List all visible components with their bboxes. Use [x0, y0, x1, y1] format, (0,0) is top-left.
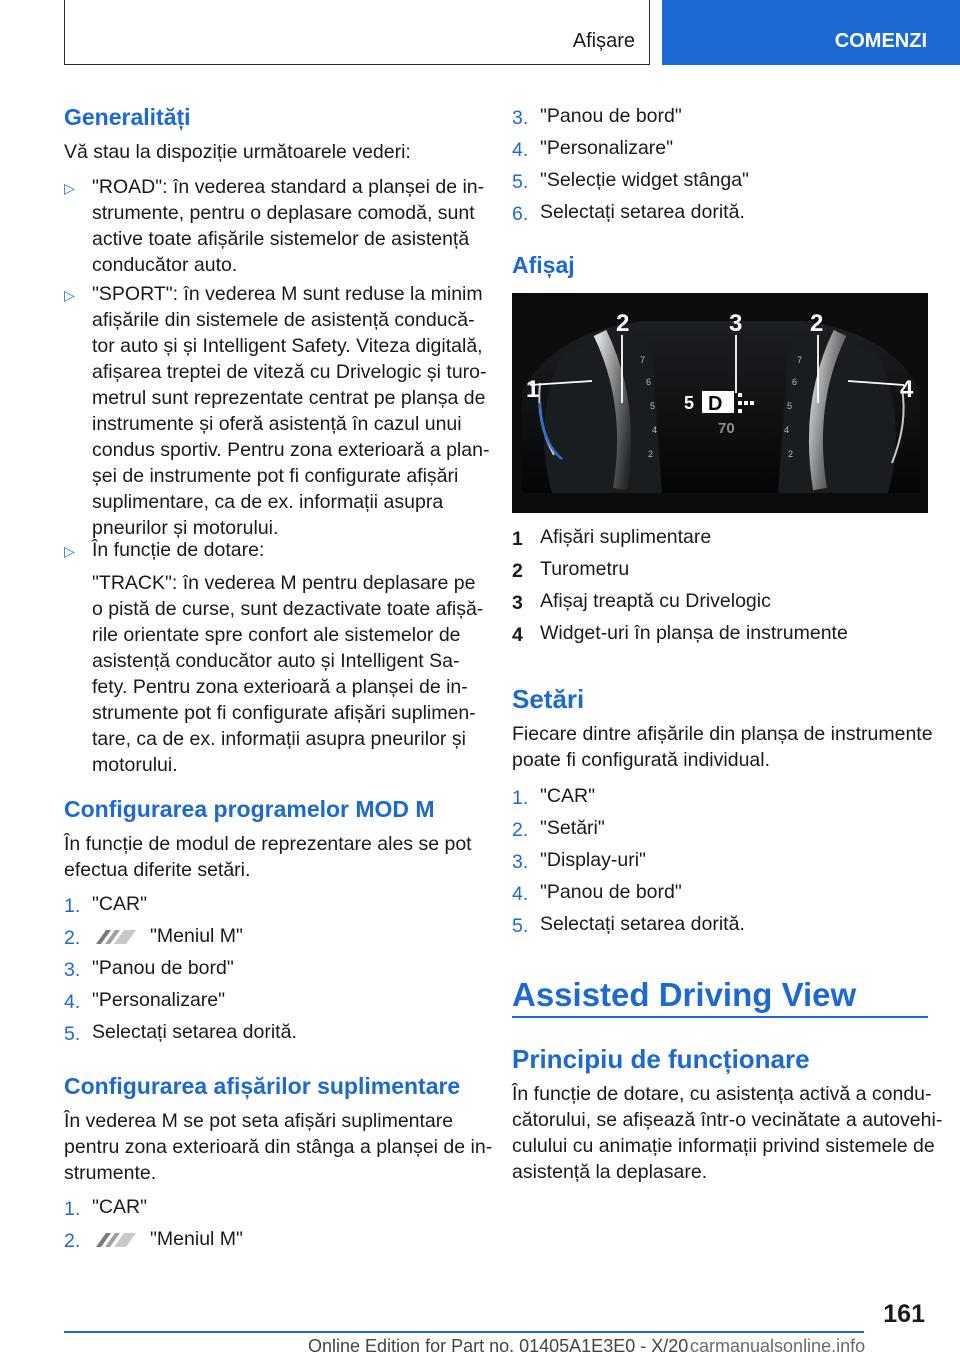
step-text: "Selecție widget stânga": [540, 169, 749, 191]
text-line: cătorului, se afișează într-o vecinătate a autovehi-: [512, 1109, 943, 1131]
bullet-arrow-icon: ▷: [64, 180, 75, 196]
step-number: 4.: [64, 991, 81, 1013]
step-text: [92, 921, 243, 952]
text-line: În funcție de modul de reprezentare ales se pot: [64, 833, 472, 855]
intro-text: Vă stau la dispoziție următoarele vederi:: [64, 141, 411, 163]
legend-number: 4: [512, 624, 523, 646]
heading-mod-m: Configurarea programelor MOD M: [64, 796, 435, 822]
text-line: pentru zona exterioară din stânga a planșei de in-: [64, 1136, 493, 1158]
legend-text: Afișări suplimentare: [540, 526, 712, 548]
step-text: "Personalizare": [92, 989, 226, 1011]
text-line: Fiecare dintre afișările din planșa de instrumente: [512, 723, 933, 745]
svg-text:2: 2: [648, 449, 654, 459]
svg-text:2: 2: [788, 449, 794, 459]
footer-rule: [64, 1331, 864, 1333]
step-text: "Panou de bord": [540, 881, 682, 903]
text-line: asistență la deplasare.: [512, 1161, 708, 1183]
step-text: "Display-uri": [540, 849, 646, 871]
text-line: "TRACK": în vederea M pentru deplasare pe: [92, 572, 476, 594]
step-number: 2.: [64, 1230, 81, 1252]
text-line: "ROAD": în vederea standard a planșei de in-: [92, 176, 485, 198]
m-logo-icon: [92, 928, 138, 946]
m-logo-icon: [92, 1231, 138, 1249]
bullet-dotare: În funcție de dotare:: [92, 539, 265, 561]
bullet-sport: [92, 281, 489, 541]
svg-text:4: 4: [784, 425, 790, 435]
text-line: strumente pot fi configurate afișări suplimen-: [92, 702, 476, 724]
legend-text: Turometru: [540, 558, 630, 580]
svg-text:6: 6: [792, 377, 798, 387]
step-text: "CAR": [92, 1196, 148, 1218]
bullet-arrow-icon: ▷: [64, 543, 75, 559]
step-text: "Panou de bord": [540, 105, 682, 127]
gear-label: D: [708, 393, 723, 415]
step-label: "Meniul M": [150, 1228, 243, 1250]
step-text: "Personalizare": [540, 137, 674, 159]
step-number: 1.: [512, 787, 529, 809]
text-line: rile orientate spre confort ale sistemelor de: [92, 624, 461, 646]
gear-left-label: 5: [684, 393, 695, 413]
text-line: motorului.: [92, 754, 178, 776]
instrument-cluster-image: [512, 293, 928, 513]
bullet-track: [92, 570, 483, 778]
tab-comenzi-label: COMENZI: [834, 30, 927, 52]
callout-2-right: 2: [810, 310, 824, 337]
text-line: afișările din sistemele de asistență conducă-: [92, 309, 475, 331]
text-line: metrul sunt reprezentate centrat pe planșa de: [92, 387, 486, 409]
heading-principiu: Principiu de funcționare: [512, 1044, 810, 1074]
text-line: condus sportiv. Pentru zona exterioară a plan-: [92, 439, 490, 461]
svg-text:6: 6: [646, 377, 652, 387]
callout-4: 4: [900, 376, 914, 403]
text-line: pneurilor și motorului.: [92, 517, 279, 539]
svg-text:7: 7: [797, 355, 803, 365]
text-line: tor auto și și Intelligent Safety. Viteza digitală,: [92, 335, 483, 357]
text-line: o pistă de curse, sunt dezactivate toate afișă-: [92, 598, 484, 620]
mod-text: [64, 831, 472, 883]
bullet-road: [92, 174, 484, 278]
text-line: instrumente și oferă asistență în cazul unui: [92, 413, 462, 435]
legend-number: 3: [512, 592, 523, 614]
heading-rule: [512, 1016, 928, 1018]
text-line: În funcție de dotare, cu asistența activă a condu-: [512, 1083, 932, 1105]
step-number: 3.: [512, 851, 529, 873]
legend-text: Widget-uri în planșa de instrumente: [540, 622, 848, 644]
text-line: asistență conducător auto și Intelligent Sa-: [92, 650, 460, 672]
text-line: efectua diferite setări.: [64, 859, 251, 881]
heading-assisted-driving-view: Assisted Driving View: [512, 976, 857, 1013]
text-line: fety. Pentru zona exterioară a planșei de in-: [92, 676, 468, 698]
svg-text:5: 5: [650, 401, 656, 411]
step-number: 4.: [512, 883, 529, 905]
section-tab-label: Afișare: [572, 30, 635, 52]
footer-edition: Online Edition for Part no. 01405A1E3E0 - X/20: [308, 1336, 689, 1356]
step-text: Selectați setarea dorită.: [540, 201, 745, 223]
step-number: 1.: [64, 1198, 81, 1220]
callout-1: 1: [526, 376, 540, 403]
text-line: poate fi configurată individual.: [512, 749, 771, 771]
svg-text:5: 5: [787, 401, 793, 411]
bullet-arrow-icon: ▷: [64, 287, 75, 303]
page-number: 161: [883, 1300, 925, 1328]
section-tab: [64, 0, 650, 65]
text-line: strumente, pentru o deplasare comodă, sunt: [92, 202, 475, 224]
footer-site-link[interactable]: carmanualsonline.info: [690, 1336, 866, 1356]
step-text: Selectați setarea dorită.: [540, 913, 745, 935]
callout-2-left: 2: [616, 310, 630, 337]
step-number: 1.: [64, 895, 81, 917]
legend-number: 2: [512, 560, 523, 582]
text-line: strumente.: [64, 1162, 157, 1184]
step-number: 3.: [64, 959, 81, 981]
text-line: culului cu animație informații privind sistemele de: [512, 1135, 935, 1157]
step-number: 2.: [64, 927, 81, 949]
tab-comenzi[interactable]: [662, 0, 960, 65]
step-number: 5.: [512, 171, 529, 193]
speed-label: 70: [718, 420, 735, 437]
svg-text:7: 7: [640, 355, 646, 365]
step-number: 5.: [512, 915, 529, 937]
text-line: tare, ca de ex. informații asupra pneurilor și: [92, 728, 466, 750]
callout-3: 3: [729, 310, 743, 337]
step-text: "CAR": [540, 785, 596, 807]
heading-afisaj: Afișaj: [512, 252, 575, 278]
text-line: afișarea treptei de viteză cu Drivelogic și turo-: [92, 361, 487, 383]
legend-text: Afișaj treaptă cu Drivelogic: [540, 590, 771, 612]
text-line: active toate afișările sistemelor de asistență: [92, 228, 470, 250]
setari-text: [512, 721, 933, 773]
step-number: 4.: [512, 139, 529, 161]
step-number: 3.: [512, 107, 529, 129]
step-number: 5.: [64, 1023, 81, 1045]
step-text: "Setări": [540, 817, 605, 839]
legend-number: 1: [512, 528, 523, 550]
step-number: 6.: [512, 203, 529, 225]
text-line: șei de instrumente pot fi configurate afișări: [92, 465, 459, 487]
heading-suplimentare: Configurarea afișărilor suplimentare: [64, 1073, 461, 1099]
principiu-text: [512, 1081, 942, 1185]
step-text: Selectați setarea dorită.: [92, 1021, 297, 1043]
step-text: "Panou de bord": [92, 957, 234, 979]
heading-generalitati: Generalități: [64, 104, 191, 130]
supl-text: [64, 1108, 492, 1186]
text-line: În vederea M se pot seta afișări suplimentare: [64, 1110, 454, 1132]
step-text: "CAR": [92, 893, 148, 915]
step-number: 2.: [512, 819, 529, 841]
text-line: suplimentare, ca de ex. informații asupra: [92, 491, 444, 513]
svg-text:4: 4: [652, 425, 658, 435]
text-line: conducător auto.: [92, 254, 238, 276]
text-line: "SPORT": în vederea M sunt reduse la minim: [92, 283, 483, 305]
heading-setari: Setări: [512, 684, 585, 714]
step-label: "Meniul M": [150, 925, 243, 947]
step-text: [92, 1224, 243, 1255]
